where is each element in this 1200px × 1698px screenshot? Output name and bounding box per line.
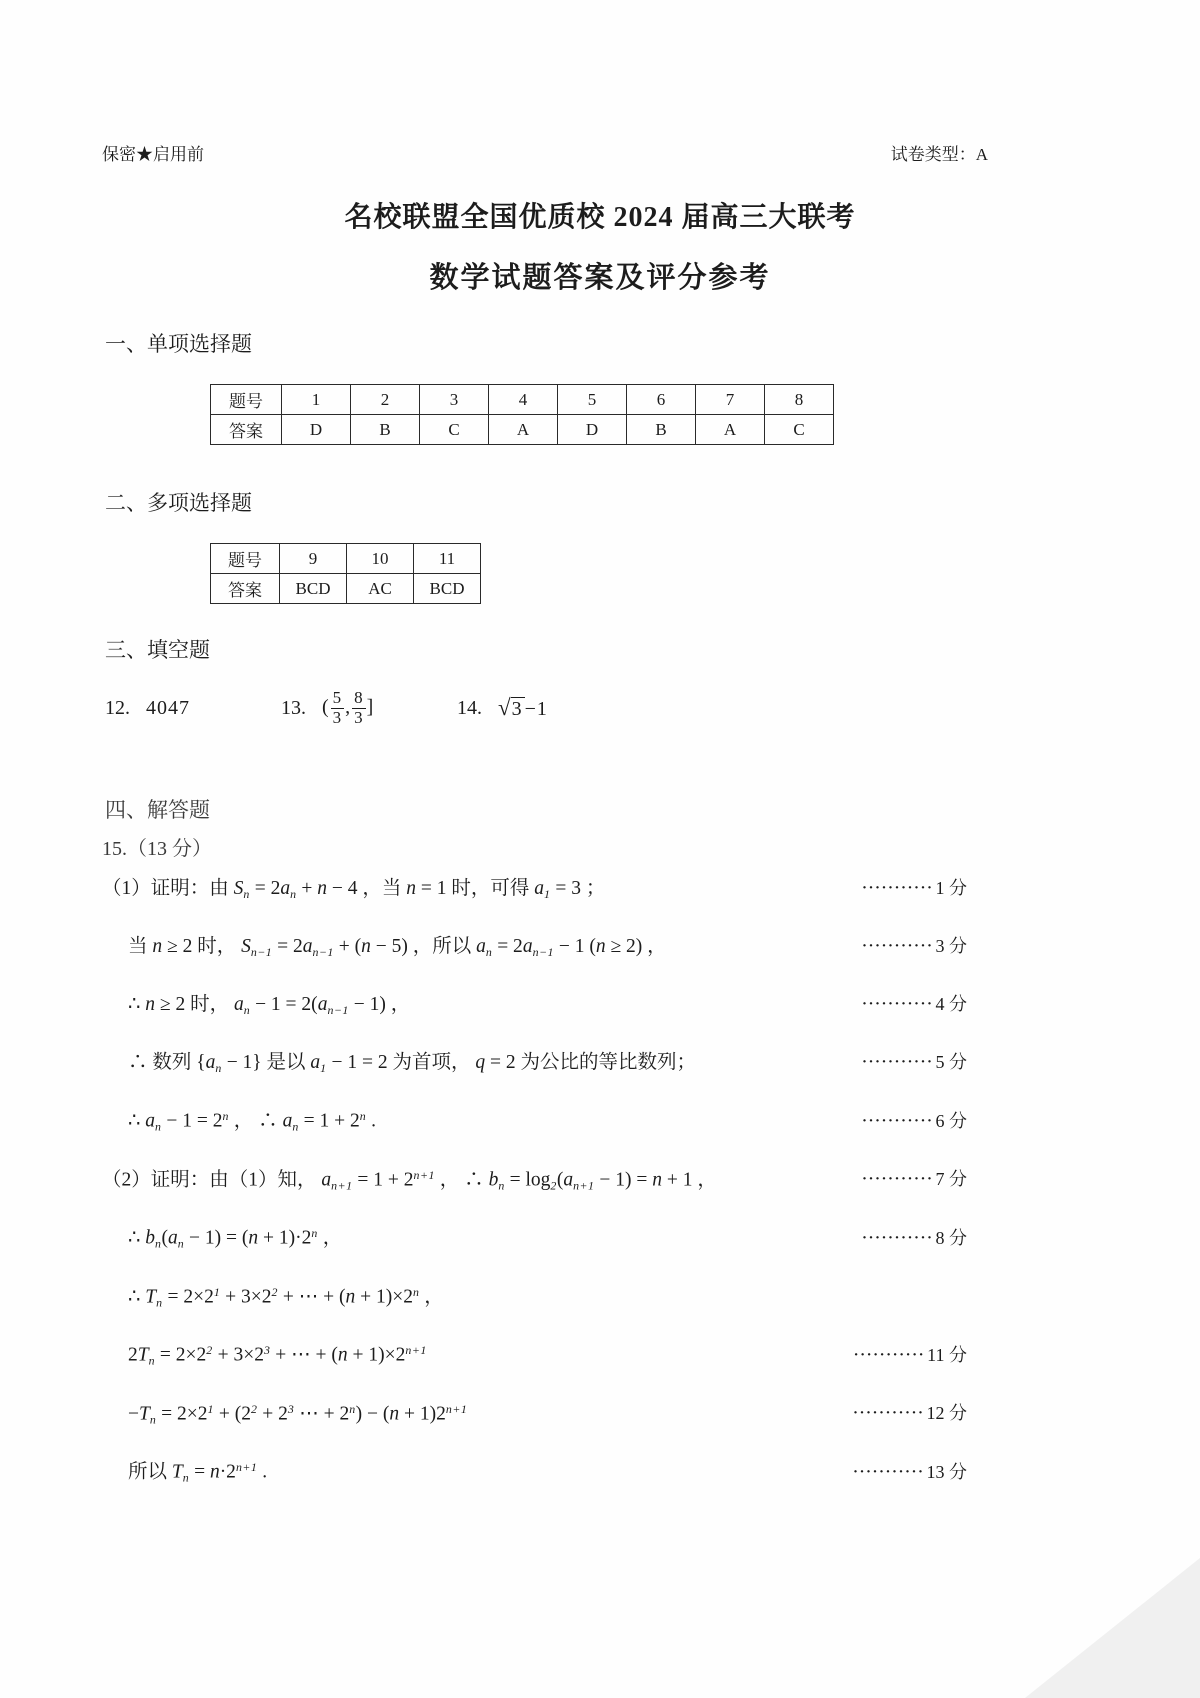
answer-cell: D (558, 415, 627, 445)
solution-line (0, 993, 1200, 1018)
table-header-cell: 答案 (211, 574, 280, 604)
question-number-cell: 3 (420, 385, 489, 415)
dotted-leader: ··········· (852, 1463, 925, 1480)
score-marker (853, 1461, 967, 1484)
solution-line (0, 1343, 1200, 1369)
solution-math: （1）证明：由 $S_n = 2a_n + n - 4$ ，当 n = 1 时，可得 $a_1 = 3$ ； (102, 878, 606, 902)
fraction: $\frac{5}{3}$ (332, 687, 343, 727)
score-label: 7 分 (935, 1169, 967, 1190)
score-marker (862, 877, 967, 900)
fill-in-q13 (281, 689, 457, 727)
table-row (211, 574, 481, 604)
fill-in-q12 (105, 697, 281, 720)
solution-line (0, 1460, 1200, 1486)
score-marker (862, 935, 967, 958)
score-marker (965, 1285, 967, 1308)
question-number-cell: 6 (627, 385, 696, 415)
score-marker (862, 993, 967, 1016)
q12-answer: 4047 (146, 696, 190, 719)
score-marker (854, 1344, 967, 1367)
answer-cell: AC (347, 574, 414, 604)
question-number-cell: 8 (765, 385, 834, 415)
q13-label: 13. (281, 696, 306, 719)
multi-choice-table (210, 543, 481, 604)
open-bracket: ( (322, 695, 330, 718)
answer-cell: D (282, 415, 351, 445)
section-heading-solutions: 四、解答题 (105, 798, 210, 822)
q14-answer (498, 695, 548, 721)
solution-math: $-T_n = 2\times 2^1 + (2^2 + 2^3$ ⋯ + $2^n) - (n + 1)2^{n+1}$ (128, 1401, 468, 1427)
answer-cell: BCD (280, 574, 347, 604)
fill-in-answers (0, 682, 1200, 734)
q14-label: 14. (457, 696, 482, 719)
radical-sign: √ (498, 695, 512, 720)
score-label: 13 分 (926, 1461, 967, 1482)
dotted-leader: ··········· (853, 1346, 926, 1363)
solution-math: 所以 $T_n = n\cdot 2^{n+1}$ . (128, 1460, 268, 1486)
score-label: 3 分 (935, 936, 967, 957)
score-label: 6 分 (935, 1110, 967, 1131)
fill-in-q14 (457, 695, 548, 721)
section-heading-multi-choice: 二、多项选择题 (105, 491, 252, 515)
table-row (211, 544, 481, 574)
table-header-cell: 题号 (211, 385, 282, 415)
solution-math: ∴ $a_n - 1 = 2^n$ ， ∴ $a_n = 1 + 2^n$ . (128, 1109, 376, 1134)
dotted-leader: ··········· (861, 938, 934, 955)
fraction: $\frac{8}{3}$ (354, 687, 364, 727)
q15-points-label: 15.（13 分） (102, 838, 212, 860)
table-row (211, 415, 834, 445)
score-label: 5 分 (935, 1052, 967, 1073)
single-choice-table (210, 384, 834, 445)
solution-line (0, 1051, 1200, 1076)
solution-line (0, 877, 1200, 902)
dotted-leader: ··········· (861, 996, 934, 1013)
answer-cell: C (765, 415, 834, 445)
solution-math: $2T_n = 2\times 2^2 + 3\times 2^3$ + ⋯ + $(n + 1)\times 2^{n+1}$ (128, 1343, 427, 1368)
q12-label: 12. (105, 696, 130, 719)
answer-cell: BCD (414, 574, 481, 604)
question-number-cell: 11 (414, 544, 481, 574)
question-number-cell: 9 (280, 544, 347, 574)
separator: , (345, 695, 352, 718)
answer-cell: A (696, 415, 765, 445)
score-marker (862, 1051, 967, 1074)
dotted-leader: ··········· (861, 1229, 934, 1246)
score-label: 8 分 (935, 1227, 967, 1248)
solution-line (0, 1109, 1200, 1135)
table-row (211, 385, 834, 415)
solution-line (0, 1285, 1200, 1311)
section-heading-single-choice: 一、单项选择题 (105, 332, 252, 356)
dotted-leader: ··········· (861, 880, 934, 896)
score-marker (862, 1168, 967, 1191)
solution-math: 当 n ≥ 2 时， $S_{n-1} = 2a_{n-1} + (n - 5)$ ，所以 $a_n = 2a_{n-1} - 1$ (n ≥ 2) ， (128, 936, 667, 960)
dotted-leader: ··········· (861, 1171, 934, 1188)
score-label: 11 分 (927, 1344, 967, 1365)
radicand: 3 (511, 698, 523, 720)
score-marker (862, 1227, 967, 1250)
solution-steps (0, 877, 1200, 1486)
score-label: 12 分 (926, 1403, 967, 1424)
score-marker (853, 1402, 967, 1425)
question-number-cell: 10 (347, 544, 414, 574)
question-number-cell: 2 (351, 385, 420, 415)
solution-line (0, 1168, 1200, 1194)
answer-cell: C (420, 415, 489, 445)
score-label: 4 分 (935, 994, 967, 1015)
score-marker (862, 1110, 967, 1133)
solution-math: （2）证明：由（1）知， $a_{n+1} = 1 + 2^{n+1}$ ， ∴ $b_n = \log_2(a_{n+1} - 1) = n + 1$ ， (102, 1167, 717, 1193)
table-header-cell: 答案 (211, 415, 282, 445)
solution-line (0, 1226, 1200, 1252)
exam-title: 名校联盟全国优质校 2024 届高三大联考 (344, 202, 856, 233)
section-heading-fill-in: 三、填空题 (105, 638, 210, 662)
question-number-cell: 1 (282, 385, 351, 415)
solution-math: ∴ $T_n = 2\times 2^1 + 3\times 2^2$ + ⋯ + $(n + 1)\times 2^n$ ， (128, 1284, 444, 1310)
page-header (0, 0, 1200, 165)
page-corner-artifact (1025, 1558, 1200, 1698)
dotted-leader: ··········· (861, 1112, 934, 1129)
close-bracket: ] (366, 695, 375, 718)
solution-line (0, 935, 1200, 960)
solution-math: ∴ n ≥ 2 时， $a_n - 1 = 2(a_{n-1} - 1)$ ， (128, 994, 411, 1018)
q13-answer (322, 689, 374, 727)
answer-cell: A (489, 415, 558, 445)
dotted-leader: ··········· (861, 1054, 934, 1071)
solution-math: ∴ 数列 $\{a_n - 1\}$ 是以 $a_1 - 1 = 2$ 为首项， q = 2 为公比的等比数列； (128, 1052, 696, 1076)
question-number-cell: 4 (489, 385, 558, 415)
table-header-cell: 题号 (211, 544, 280, 574)
score-label: 1 分 (935, 878, 967, 898)
answer-cell: B (351, 415, 420, 445)
security-notice: 保密★启用前 (102, 145, 204, 164)
solution-line (0, 1402, 1200, 1428)
answer-cell: B (627, 415, 696, 445)
solution-math: ∴ $b_n(a_n - 1) = (n + 1)\cdot 2^n$ ， (128, 1226, 343, 1251)
question-number-cell: 5 (558, 385, 627, 415)
exam-subtitle: 数学试题答案及评分参考 (429, 262, 771, 294)
q14-rest: −1 (524, 698, 548, 720)
paper-type-label: 试卷类型：A (890, 145, 988, 164)
dotted-leader: ··········· (852, 1405, 925, 1422)
question-number-cell: 7 (696, 385, 765, 415)
